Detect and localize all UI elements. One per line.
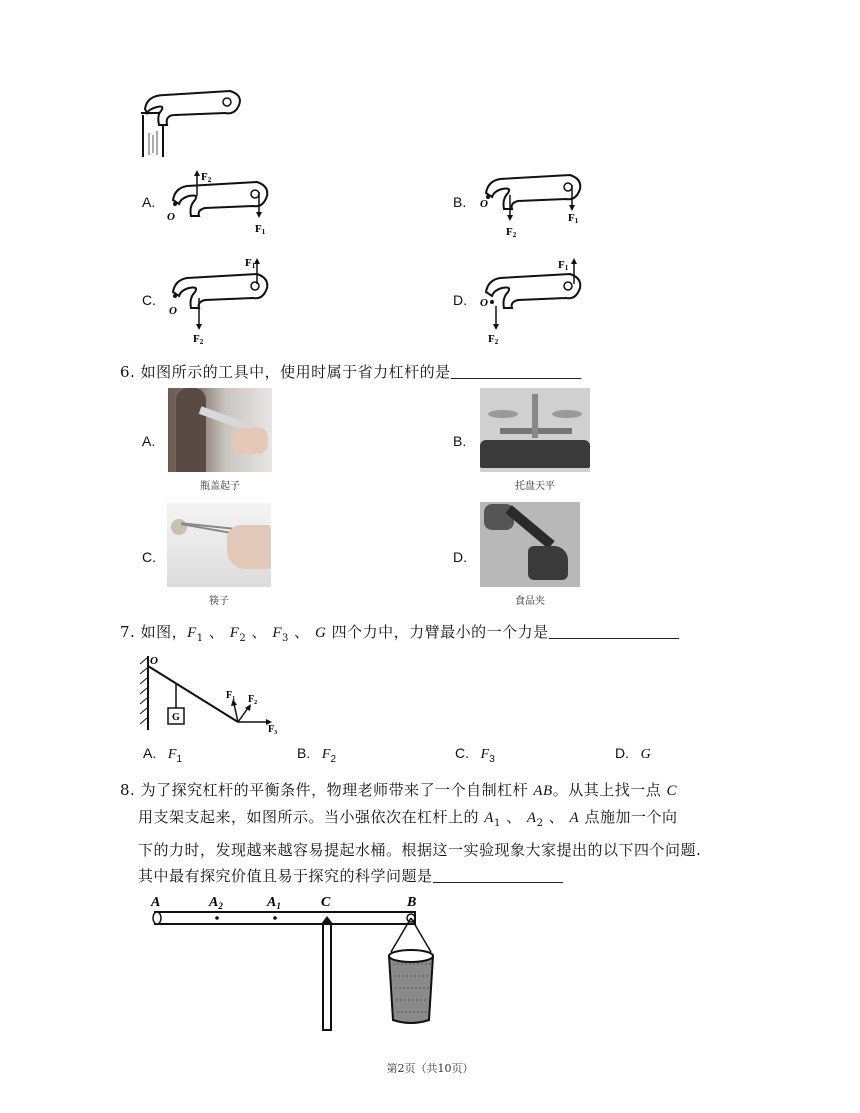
q8-line-4: 其中最有探究价值且易于探究的科学问题是 bbox=[120, 863, 780, 889]
q6-option-c-letter[interactable]: C. bbox=[142, 549, 156, 565]
q6-answer-blank[interactable] bbox=[451, 362, 581, 379]
q7-option-c[interactable]: C. $F_3$ bbox=[455, 745, 495, 765]
q5-c-pivot: O bbox=[169, 305, 177, 317]
q8-answer-blank[interactable] bbox=[433, 866, 563, 883]
q5-a-ftop: F2 bbox=[201, 171, 212, 184]
q7-fig-g: G bbox=[172, 712, 180, 723]
q8-fig-a: A bbox=[151, 895, 161, 910]
q5-b-fleft: F2 bbox=[506, 226, 517, 239]
q6-caption-b: 托盘天平 bbox=[515, 481, 555, 492]
q6-question bbox=[120, 359, 581, 385]
q5-b-pivot: O bbox=[480, 198, 488, 210]
q7-fig-f3: $F_3$ bbox=[268, 724, 278, 734]
q5-d-ftop: F1 bbox=[558, 259, 569, 272]
q6-photo-chopsticks bbox=[167, 503, 271, 587]
q7-lever-figure bbox=[138, 652, 288, 734]
q5-option-c-letter[interactable]: C. bbox=[142, 292, 156, 308]
q5-option-b-figure bbox=[478, 165, 588, 240]
page-footer: 第2页（共10页） bbox=[386, 1062, 474, 1075]
q5-b-fright: F1 bbox=[568, 212, 579, 225]
q8-fig-b: B bbox=[407, 895, 417, 910]
q8-fig-a2: $A_2$ bbox=[209, 895, 223, 911]
q5-option-c-figure bbox=[165, 254, 275, 346]
q7-option-d[interactable]: D. G bbox=[615, 745, 651, 762]
q5-option-d-letter[interactable]: D. bbox=[453, 292, 467, 308]
q8-question bbox=[120, 777, 780, 889]
q8-lever-figure bbox=[145, 890, 445, 1032]
q6-caption-c: 筷子 bbox=[209, 596, 229, 607]
q5-a-fbottom: F1 bbox=[255, 223, 266, 236]
q6-text: 6. 如图所示的工具中，使用时属于省力杠杆的是 bbox=[120, 363, 451, 381]
q6-caption-d: 食品夹 bbox=[515, 596, 545, 607]
q5-d-fbottom: F2 bbox=[488, 333, 499, 346]
q6-option-b-letter[interactable]: B. bbox=[453, 433, 467, 449]
q5-option-a-figure bbox=[165, 168, 275, 240]
q8-line-1: 8. 为了探究杠杆的平衡条件，物理老师带来了一个自制杠杆 AB。从其上找一点 C bbox=[120, 781, 677, 799]
q5-option-a-letter[interactable]: A. bbox=[142, 194, 156, 210]
q6-photo-balance bbox=[480, 388, 590, 472]
q5-c-ftop: F1 bbox=[245, 257, 256, 270]
q5-d-pivot: O bbox=[480, 297, 488, 309]
q7-fig-o: O bbox=[150, 655, 158, 667]
q8-line-3: 下的力时，发现越来越容易提起水桶。根据这一实验现象大家提出的以下四个问题. bbox=[138, 841, 702, 859]
q5-option-d-figure bbox=[478, 254, 588, 346]
q6-option-a-letter[interactable]: A. bbox=[142, 433, 156, 449]
q7-option-a[interactable]: A. $F_1$ bbox=[143, 745, 183, 765]
q8-fig-a1: $A_1$ bbox=[267, 895, 281, 911]
q5-option-b-letter[interactable]: B. bbox=[453, 194, 467, 210]
q7-option-b[interactable]: B. $F_2$ bbox=[297, 745, 337, 765]
q7-fig-f2: $F_2$ bbox=[248, 694, 258, 706]
q7-fig-f1: $F_1$ bbox=[226, 690, 236, 702]
q8-line-2: 用支架支起来，如图所示。当小强依次在杠杆上的 $A_1$ 、 $A_2$ 、 A 点施加一个向 bbox=[138, 808, 678, 829]
q6-photo-food-tongs bbox=[480, 502, 580, 587]
q5-c-fbottom: F2 bbox=[193, 333, 204, 346]
q6-photo-bottle-opener bbox=[168, 388, 272, 472]
q8-fig-c: C bbox=[321, 895, 331, 910]
q5-opener-figure bbox=[135, 85, 245, 160]
q6-caption-a: 瓶盖起子 bbox=[200, 481, 240, 492]
q7-question: 7. 如图，$F_1$ 、 $F_2$ 、 $F_3$ 、 G 四个力中，力臂最小的一个力是 bbox=[120, 619, 679, 652]
q5-a-pivot: O bbox=[167, 211, 175, 223]
q6-option-d-letter[interactable]: D. bbox=[453, 549, 467, 565]
q7-answer-blank[interactable] bbox=[549, 622, 679, 639]
